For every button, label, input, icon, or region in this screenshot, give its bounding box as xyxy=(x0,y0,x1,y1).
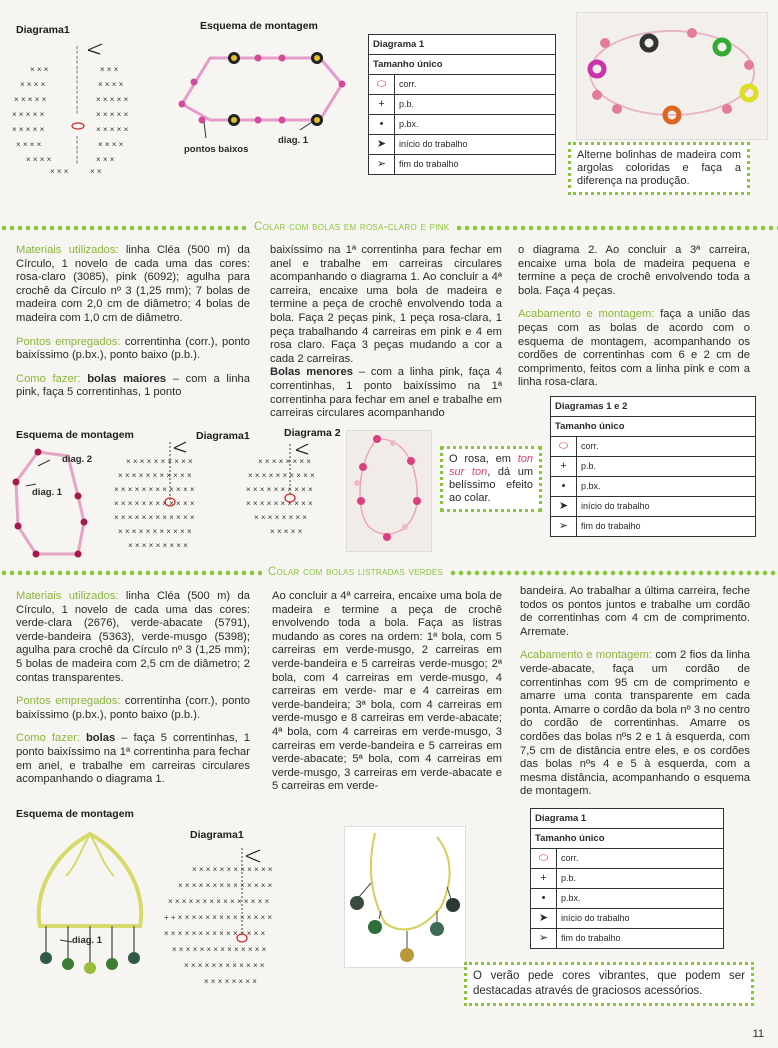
svg-text:¦: ¦ xyxy=(76,55,79,64)
svg-text:× × × × × × × × × ×: × × × × × × × × × × xyxy=(126,457,193,466)
svg-text:× × × × ×: × × × × × xyxy=(270,527,303,536)
s1-note-pre: O rosa, em xyxy=(449,453,518,465)
svg-text:× × × × ×: × × × × × xyxy=(96,110,129,119)
chain-icon: ⬭ xyxy=(531,849,557,869)
pontos-baixos-label: pontos baixos xyxy=(184,144,249,155)
dot-icon: • xyxy=(551,477,577,497)
legend-corr: corr. xyxy=(557,849,724,869)
como-text: – com a linha pink, faça 5 correntinhas, 1 ponto xyxy=(16,372,250,399)
svg-text:× × × × × × × × × ×: × × × × × × × × × × xyxy=(246,485,313,494)
svg-text:× × × × × × × × × × × × × × ×: × × × × × × × × × × × × × × × xyxy=(168,897,270,906)
legend-pb: p.b. xyxy=(577,457,756,477)
col2-text: baixíssimo na 1ª correntinha para fechar em anel e trabalhe em carreiras circulares acompanhando o diagrama 1. Ao concluir a 4ª carreira, encaixe uma bola de madeira e termine a peça de crochê envolvendo toda a bola. Faça 2 peças pink, 1 peça rosa-clara, 1 peça trabalhando 4 carreiras em pink e 4 em rosa claro. Faça 3 peças mudando a cor a cada 2 carreiras. xyxy=(270,244,502,365)
start-arrow-icon: ➤ xyxy=(369,135,395,155)
acab-text: faça a união das peças com as bolas de acordo com o esquema de montagem, acompanhando os cordões de correntinhas com 6 e 2 cm de comprimento, feitos com a linha pink e com a linha rosa-clara. xyxy=(518,308,750,389)
svg-text:¦: ¦ xyxy=(76,105,79,114)
pontos-label: Pontos empregados: xyxy=(16,695,121,708)
acab-label: Acabamento e montagem: xyxy=(518,308,655,321)
svg-text:× × × × ×: × × × × × xyxy=(12,110,45,119)
s2-scheme-title: Esquema de montagem xyxy=(16,808,134,820)
svg-text:¦: ¦ xyxy=(76,95,79,104)
svg-text:× × × × ×: × × × × × xyxy=(96,95,129,104)
svg-text:¦: ¦ xyxy=(76,135,79,144)
col3-text: o diagrama 2. Ao concluir a 3ª carreira, encaixe uma bola de madeira pequena e termine a peça de crochê envolvendo toda a bola. Faça 4 peças. xyxy=(518,244,750,297)
section2-col1 xyxy=(16,590,250,797)
col2-text2: – com a linha pink, faça 4 correntinhas, 1 ponto baixíssimo na 1ª correntinha para fechar em anel e trabalhe em carreiras circulares acompanhando xyxy=(270,366,502,420)
end-arrow-icon: ➢ xyxy=(551,517,577,537)
svg-text:× × × × × × × × × × × × × × ×: × × × × × × × × × × × × × × × xyxy=(164,929,266,938)
diagram1-title: Diagrama1 xyxy=(16,24,70,36)
banner-dots-left xyxy=(0,225,248,231)
svg-text:× × × × × × × × × × × ×: × × × × × × × × × × × × xyxy=(114,499,195,508)
s1-scheme-title: Esquema de montagem xyxy=(16,429,134,441)
s2-necklace-photo xyxy=(344,826,466,968)
s1-crochet-diagram-1 xyxy=(112,440,232,558)
s1-note-post: , dá um belíssimo efeito ao colar. xyxy=(449,466,533,504)
svg-text:× × × × × × × × × × ×: × × × × × × × × × × × xyxy=(118,527,192,536)
legend-corr: corr. xyxy=(577,437,756,457)
section2-title: Colar com bolas listradas verdes xyxy=(268,566,444,579)
legend-pb: p.b. xyxy=(395,95,556,115)
s1-note xyxy=(440,446,542,512)
chain-icon: ⬭ xyxy=(551,437,577,457)
como-label: Como fazer: xyxy=(16,732,80,745)
svg-text:× × × × × × × ×: × × × × × × × × xyxy=(254,513,307,522)
legend-size: Tamanho único xyxy=(531,829,724,849)
s1-diag2-small: diag. 2 xyxy=(62,454,93,465)
s1-note-italic: ton sur ton xyxy=(449,453,533,478)
legend-title: Diagramas 1 e 2 xyxy=(551,397,756,417)
svg-text:× × × × ×: × × × × × xyxy=(12,125,45,134)
s2-note: O verão pede cores vibrantes, que podem ser destacadas através de graciosos acessórios. xyxy=(464,962,754,1006)
section2-col3 xyxy=(520,585,750,809)
como-bold: bolas xyxy=(79,732,116,745)
s1-crochet-diagram-2 xyxy=(244,442,340,540)
materials-label: Materiais utilizados: xyxy=(16,244,119,256)
legend-pbx: p.bx. xyxy=(395,115,556,135)
svg-text:× × ×: × × × xyxy=(96,155,115,164)
svg-text:¦: ¦ xyxy=(76,65,79,74)
svg-text:× × × × × × × ×: × × × × × × × × xyxy=(204,977,257,986)
svg-text:× × ×: × × × xyxy=(50,167,69,176)
svg-text:× × × × × × × × × ×: × × × × × × × × × × xyxy=(248,471,315,480)
legend-table-top xyxy=(368,34,556,175)
svg-text:¦: ¦ xyxy=(76,145,79,154)
legend-inicio: início do trabalho xyxy=(557,909,724,929)
assembly-scheme-top xyxy=(172,34,352,154)
como-bold: bolas maiores xyxy=(80,372,167,385)
legend-fim: fim do trabalho xyxy=(557,929,724,949)
legend-fim: fim do trabalho xyxy=(577,517,756,537)
svg-text:× × × ×: × × × × xyxy=(98,80,124,89)
scheme-title: Esquema de montagem xyxy=(200,20,318,32)
acab-label: Acabamento e montagem: xyxy=(520,649,652,662)
section1-title: Colar com bolas em rosa-claro e pink xyxy=(254,221,450,234)
svg-text:× × × ×: × × × × xyxy=(20,80,46,89)
plus-icon: + xyxy=(531,869,557,889)
acab-text: com 2 fios da linha verde-abacate, faça um cordão de correntinhas com 95 cm de comprimento e amarre uma conta transparente em cada ponta. Amarre o cordão da bola nº 3 no centro do cordão de correntinhas. Amarre os cordões das bolas nºs 2 e 1 à esquerda, com 7,5 cm de distância entre eles, e os cordões das bolas nºs 4 e 5 à esquerda, com a mesma distância, acompanhando o esquema de montagem. xyxy=(520,649,751,798)
svg-text:× × × × × × × × × × × ×: × × × × × × × × × × × × xyxy=(114,513,195,522)
legend-pbx: p.bx. xyxy=(577,477,756,497)
svg-text:× × × × × × × × × × × ×: × × × × × × × × × × × × xyxy=(184,961,265,970)
diag1-label-top: diag. 1 xyxy=(278,135,309,146)
svg-text:¦: ¦ xyxy=(76,45,79,54)
section2-banner xyxy=(0,566,778,580)
s2-crochet-diagram-1 xyxy=(162,846,330,992)
materials-label: Materiais utilizados: xyxy=(16,590,119,602)
svg-text:× × × × × × × × × ×: × × × × × × × × × × xyxy=(246,499,313,508)
end-arrow-icon: ➢ xyxy=(369,155,395,175)
s2-assembly-scheme xyxy=(20,826,160,976)
section2-col2 xyxy=(272,590,502,804)
end-arrow-icon: ➢ xyxy=(531,929,557,949)
section1-col1 xyxy=(16,244,250,410)
s1-diagram1-title: Diagrama1 xyxy=(196,430,250,442)
banner-dots-right xyxy=(455,225,778,231)
s1-diag1-small: diag. 1 xyxy=(32,487,63,498)
section1-col2 xyxy=(270,244,502,431)
page-number: 11 xyxy=(752,1028,764,1041)
legend-size: Tamanho único xyxy=(551,417,756,437)
banner-dots-left xyxy=(0,570,262,576)
legend-table-s1 xyxy=(550,396,756,537)
svg-text:× × × × × × × × × × × × × ×: × × × × × × × × × × × × × × xyxy=(172,945,267,954)
svg-text:× × × × × × × × ×: × × × × × × × × × xyxy=(128,541,188,550)
s2-diagram1-title: Diagrama1 xyxy=(190,829,244,841)
svg-text:× × × × × × × ×: × × × × × × × × xyxy=(258,457,311,466)
pontos-text: correntinha (corr.), ponto baixíssimo (p.bx.), ponto baixo (p.b.). xyxy=(16,335,250,362)
svg-text:¦: ¦ xyxy=(76,75,79,84)
s1-necklace-photo xyxy=(346,430,432,552)
dot-icon: • xyxy=(531,889,557,909)
section1-banner xyxy=(0,221,778,235)
legend-pbx: p.bx. xyxy=(557,889,724,909)
chain-icon: ⬭ xyxy=(369,75,395,95)
svg-text:¦: ¦ xyxy=(76,155,79,164)
legend-corr: corr. xyxy=(395,75,556,95)
col3-text: bandeira. Ao trabalhar a última carreira, feche todos os pontos juntos e trabalhe um cordão de correntinhas com 4 cm de comprimento. Arremate. xyxy=(520,585,750,638)
col2-text: Ao concluir a 4ª carreira, encaixe uma bola de madeira e termine a peça de crochê envolvendo toda a bola. Faça as listras mudando as cores na ordem: 1ª bola, com 5 carreiras em verde-musgo, 2 carreiras em verde-bandeira e 5 carreiras verde-musgo; 2ª bola, com 4 carreiras em verde-musgo, 4 carreiras em verde- mar e 4 carreiras em verde-bandeira; 3ª bola, com 4 carreiras em verde-musgo e 8 carreiras em verde-abacate; 4ª bola, com 4 carreiras em verde-musgo, 3 carreiras em verde-bandeira e 5 carreiras em verde-abacate; 5ª bola, com 4 carreiras em verde-musgo, 3 carreiras em verde-abacate e 5 carreiras em verde- xyxy=(272,590,502,793)
svg-text:× × × × × × × × × × × × × ×: × × × × × × × × × × × × × × xyxy=(178,881,273,890)
legend-title: Diagrama 1 xyxy=(531,809,724,829)
como-text: – faça 5 correntinhas, 1 ponto baixíssimo na 1ª correntinha para fechar em anel, e trabalhe em carreiras circulares acompanhando o diagrama 1. xyxy=(16,732,251,786)
legend-fim: fim do trabalho xyxy=(395,155,556,175)
pontos-label: Pontos empregados: xyxy=(16,335,121,348)
svg-text:× × × × × × × × × × × ×: × × × × × × × × × × × × xyxy=(192,865,273,874)
materials-text: linha Cléa (500 m) da Círculo, 1 novelo de cada uma das cores: rosa-claro (3085), pink (6092); agulha para crochê da Círculo nº 3 (1,25 mm); 7 bolas de madeira com 2,0 cm de diâmetro; 4 bolas de madeira com 1,0 cm de diâmetro. xyxy=(16,244,250,324)
legend-table-s2 xyxy=(530,808,724,949)
pontos-text: correntinha (corr.), ponto baixíssimo (p.bx.), ponto baixo (p.b.). xyxy=(16,695,250,721)
s2-diag1-small: diag. 1 xyxy=(72,935,103,946)
plus-icon: + xyxy=(369,95,395,115)
col2-bold: Bolas menores xyxy=(270,366,353,379)
dot-icon: • xyxy=(369,115,395,135)
legend-inicio: início do trabalho xyxy=(395,135,556,155)
top-note: Alterne bolinhas de madeira com argolas coloridas e faça a diferença na produção. xyxy=(568,142,750,195)
banner-dots-right xyxy=(449,570,778,576)
svg-text:+ + × × × × × × × × × × × × ×: + + × × × × × × × × × × × × × × xyxy=(164,913,273,922)
start-arrow-icon: ➤ xyxy=(551,497,577,517)
plus-icon: + xyxy=(551,457,577,477)
svg-text:× × × × × × × × × × × ×: × × × × × × × × × × × × xyxy=(114,485,195,494)
como-label: Como fazer: xyxy=(16,372,81,385)
materials-text: linha Cléa (500 m) da Círculo, 1 novelo de cada uma das cores: verde-clara (2676), verde-abacate (5791), verde-bandeira (5363), verde-musgo (5398); agulha para crochê da Círculo nº 3 (1,25 mm); 5 bolas de madeira com 2,5 cm de diâmetro; 2 contas transparentes. xyxy=(16,590,250,684)
svg-text:× × × × ×: × × × × × xyxy=(14,95,47,104)
legend-size: Tamanho único xyxy=(369,55,556,75)
legend-pb: p.b. xyxy=(557,869,724,889)
legend-title: Diagrama 1 xyxy=(369,35,556,55)
svg-text:× × × × ×: × × × × × xyxy=(96,125,129,134)
svg-text:× × ×: × × × xyxy=(100,65,119,74)
svg-text:× × ×: × × × xyxy=(30,65,49,74)
crochet-diagram-1 xyxy=(10,42,160,182)
svg-text:× × × ×: × × × × xyxy=(26,155,52,164)
s1-diagram2-title: Diagrama 2 xyxy=(284,427,341,439)
svg-text:× × × ×: × × × × xyxy=(98,140,124,149)
svg-text:× × × ×: × × × × xyxy=(16,140,42,149)
section1-col3 xyxy=(518,244,750,400)
necklace-photo-top xyxy=(576,12,768,140)
svg-text:× × × × × × × × × × ×: × × × × × × × × × × × xyxy=(118,471,192,480)
svg-text:¦: ¦ xyxy=(76,85,79,94)
start-arrow-icon: ➤ xyxy=(531,909,557,929)
svg-text:× ×: × × xyxy=(90,167,102,176)
legend-inicio: início do trabalho xyxy=(577,497,756,517)
